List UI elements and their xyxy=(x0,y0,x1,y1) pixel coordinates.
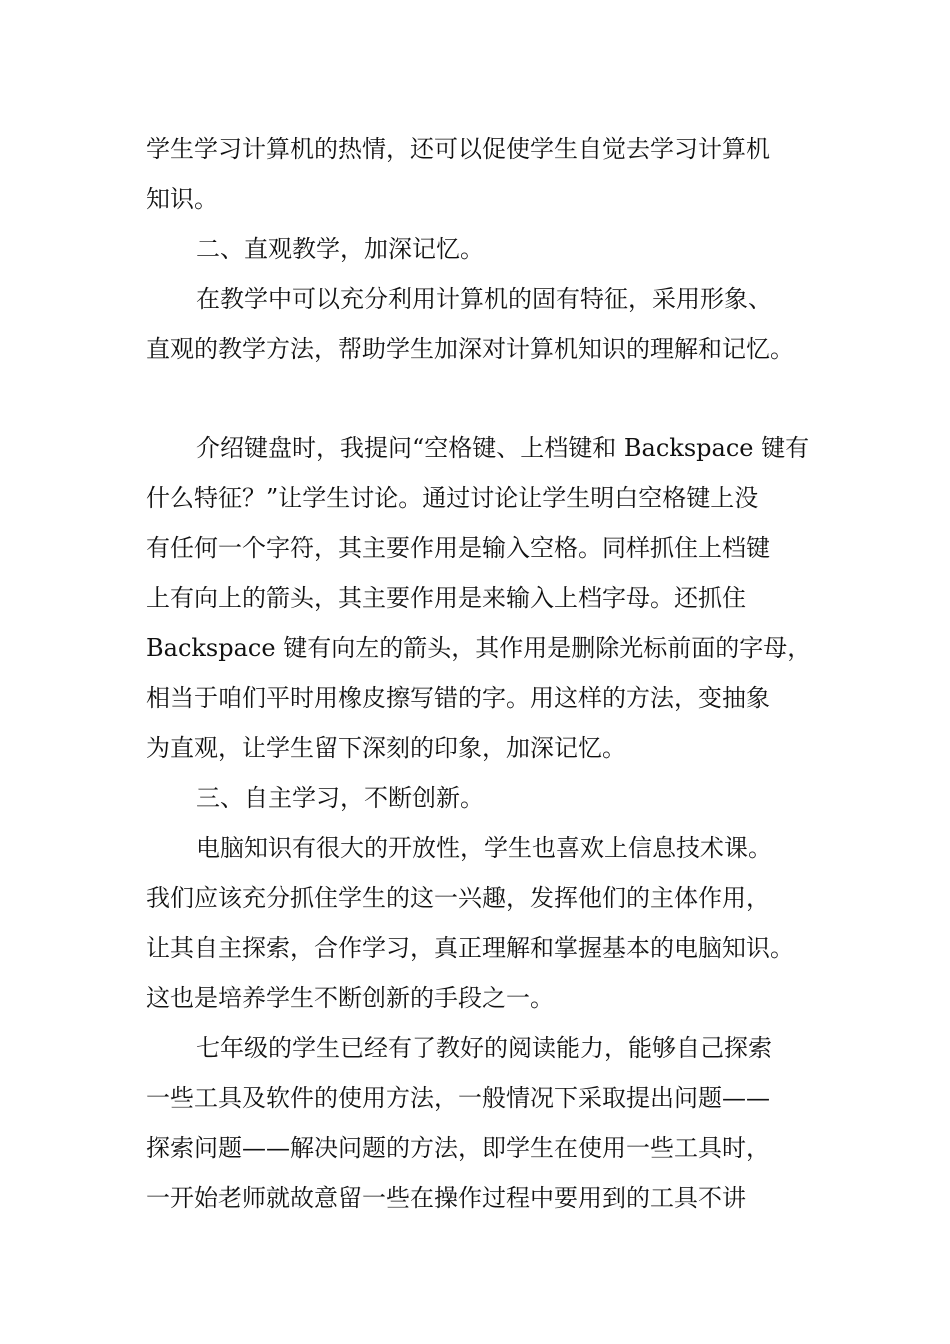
text-line: 相当于咱们平时用橡皮擦写错的字。用这样的方法，变抽象 xyxy=(146,684,770,712)
text-line: 什么特征？”让学生讨论。通过讨论让学生明白空格键上没 xyxy=(146,484,759,512)
text-line: 我们应该充分抓住学生的这一兴趣，发挥他们的主体作用， xyxy=(146,884,770,912)
text-line: 知识。 xyxy=(146,185,218,213)
text-line: 为直观，让学生留下深刻的印象，加深记忆。 xyxy=(146,734,626,762)
text-line: 一些工具及软件的使用方法，一般情况下采取提出问题—— xyxy=(146,1084,770,1112)
text-line: 有任何一个字符，其主要作用是输入空格。同样抓住上档键 xyxy=(146,534,770,562)
section-heading: 二、直观教学，加深记忆。 xyxy=(196,235,484,263)
section-heading: 三、自主学习，不断创新。 xyxy=(196,784,484,812)
text-line: 探索问题——解决问题的方法，即学生在使用一些工具时， xyxy=(146,1134,770,1162)
text-line: 直观的教学方法，帮助学生加深对计算机知识的理解和记忆。 xyxy=(146,335,794,363)
text-line: 在教学中可以充分利用计算机的固有特征，采用形象、 xyxy=(196,285,772,313)
text-line: 让其自主探索，合作学习，真正理解和掌握基本的电脑知识。 xyxy=(146,934,794,962)
text-line: 学生学习计算机的热情，还可以促使学生自觉去学习计算机 xyxy=(146,135,770,163)
text-line: 介绍键盘时，我提问“空格键、上档键和 Backspace 键有 xyxy=(196,434,810,462)
text-line: Backspace 键有向左的箭头，其作用是删除光标前面的字母， xyxy=(146,634,812,662)
text-line: 这也是培养学生不断创新的手段之一。 xyxy=(146,984,554,1012)
text-line: 一开始老师就故意留一些在操作过程中要用到的工具不讲 xyxy=(146,1184,746,1212)
text-line: 电脑知识有很大的开放性，学生也喜欢上信息技术课。 xyxy=(196,834,772,862)
text-line: 上有向上的箭头，其主要作用是来输入上档字母。还抓住 xyxy=(146,584,746,612)
text-line: 七年级的学生已经有了教好的阅读能力，能够自己探索 xyxy=(196,1034,772,1062)
